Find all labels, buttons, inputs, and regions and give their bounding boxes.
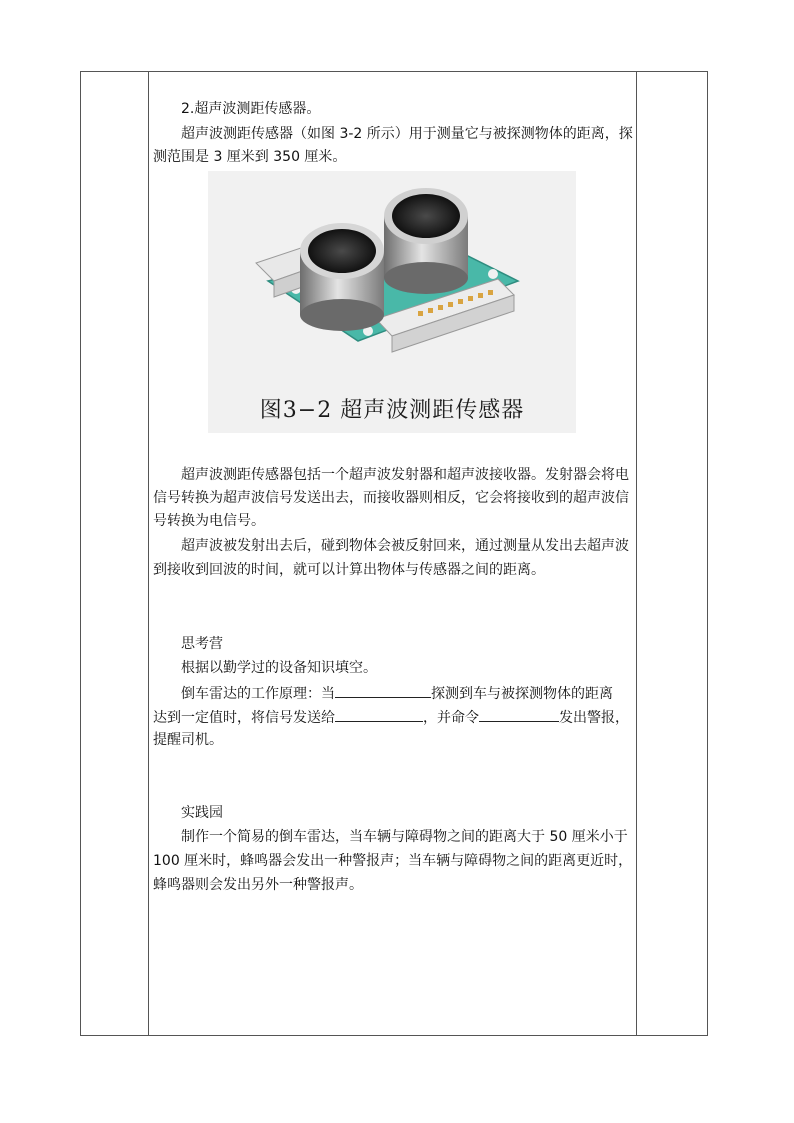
content-cell	[148, 71, 636, 1036]
question-text-5: 发出警报，	[559, 710, 629, 726]
para3-line-1: 超声波被发射出去后，碰到物体会被反射回来，通过测量从发出去超声波	[181, 538, 629, 554]
para2-line-3: 号转换为电信号。	[153, 513, 265, 529]
think-question-line-1	[153, 681, 631, 706]
think-question-line-3: 提醒司机。	[153, 732, 223, 748]
question-text-3: 达到一定值时，将信号发送给	[153, 710, 335, 726]
ultrasonic-sensor-illustration	[208, 171, 576, 386]
practice-line-2: 100 厘米时，蜂鸣器会发出一种警报声；当车辆与障碍物之间的距离更近时，	[153, 853, 633, 869]
fill-blank-2[interactable]	[335, 705, 423, 722]
question-text-2: 探测到车与被探测物体的距离	[431, 686, 613, 702]
intro-line-2: 测范围是 3 厘米到 350 厘米。	[153, 149, 347, 165]
question-text-1: 倒车雷达的工作原理：当	[181, 686, 335, 702]
question-text-4: ，并命令	[423, 710, 479, 726]
think-prompt: 根据以勤学过的设备知识填空。	[181, 660, 377, 676]
practice-title: 实践园	[181, 805, 223, 821]
figure-caption: 图3−2 超声波测距传感器	[259, 398, 525, 423]
para2-line-2: 信号转换为超声波信号发送出去，而接收器则相反，它会将接收到的超声波信	[153, 490, 629, 506]
sensor-figure	[208, 171, 576, 433]
intro-line-1: 超声波测距传感器（如图 3-2 所示）用于测量它与被探测物体的距离，探	[181, 126, 633, 142]
think-title: 思考营	[181, 636, 223, 652]
think-question-line-2	[153, 705, 631, 730]
practice-line-3: 蜂鸣器则会发出另外一种警报声。	[153, 877, 363, 893]
para2-line-1: 超声波测距传感器包括一个超声波发射器和超声波接收器。发射器会将电	[181, 467, 629, 483]
fill-blank-1[interactable]	[335, 681, 431, 698]
table-column-divider-right	[636, 72, 637, 1035]
fill-blank-3[interactable]	[479, 705, 559, 722]
section-heading: 2.超声波测距传感器。	[181, 101, 321, 117]
practice-line-1: 制作一个简易的倒车雷达，当车辆与障碍物之间的距离大于 50 厘米小于	[181, 829, 628, 845]
para3-line-2: 到接收到回波的时间，就可以计算出物体与传感器之间的距离。	[153, 562, 545, 578]
